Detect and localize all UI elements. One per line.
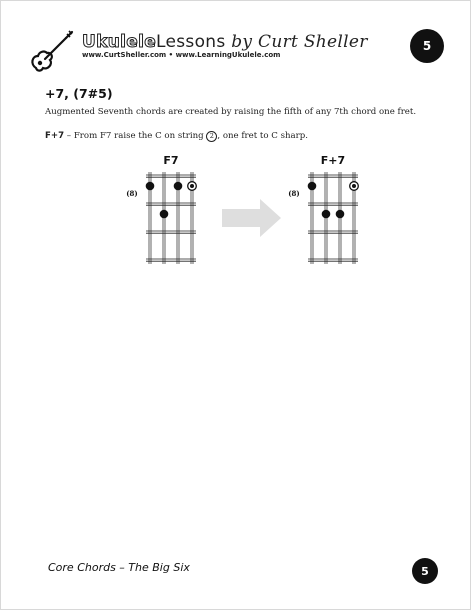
chord-name: F+7	[320, 154, 346, 167]
brand-author: by Curt Sheller	[231, 32, 368, 52]
brand-lessons: Lessons	[156, 32, 226, 52]
brand-ukulele: Ukulele	[82, 32, 157, 52]
finger-dot	[308, 182, 317, 191]
page-number-badge-footer: 5	[412, 558, 438, 584]
root-marker-center	[190, 184, 194, 188]
chord-diagram-f7	[126, 154, 196, 264]
finger-dot	[322, 210, 331, 219]
fret-position-label: (8)	[126, 189, 138, 198]
finger-dot	[146, 182, 155, 191]
finger-dot	[174, 182, 183, 191]
brand-urls: www.CurtSheller.com • www.LearningUkulele.com	[82, 51, 281, 59]
example-text-pre: – From F7 raise the C on string	[64, 131, 207, 141]
root-marker-center	[352, 184, 356, 188]
intro-text: Augmented Seventh chords are created by raising the fifth of any 7th chord one fret.	[45, 107, 417, 117]
page-number-badge: 5	[410, 29, 444, 63]
chord-diagram-f-aug7	[288, 154, 358, 264]
footer-title: Core Chords – The Big Six	[48, 561, 190, 574]
chord-name: F7	[163, 154, 179, 167]
example-text-post: , one fret to C sharp.	[217, 131, 308, 141]
finger-dot	[160, 210, 169, 219]
chord-diagrams	[0, 0, 473, 280]
right-arrow-icon	[222, 199, 281, 237]
section-title: +7, (7#5)	[45, 86, 113, 101]
fret-position-label: (8)	[288, 189, 300, 198]
string-number-badge: 2	[206, 131, 217, 142]
finger-dot	[336, 210, 345, 219]
example-chord-name: F+7	[45, 131, 65, 141]
